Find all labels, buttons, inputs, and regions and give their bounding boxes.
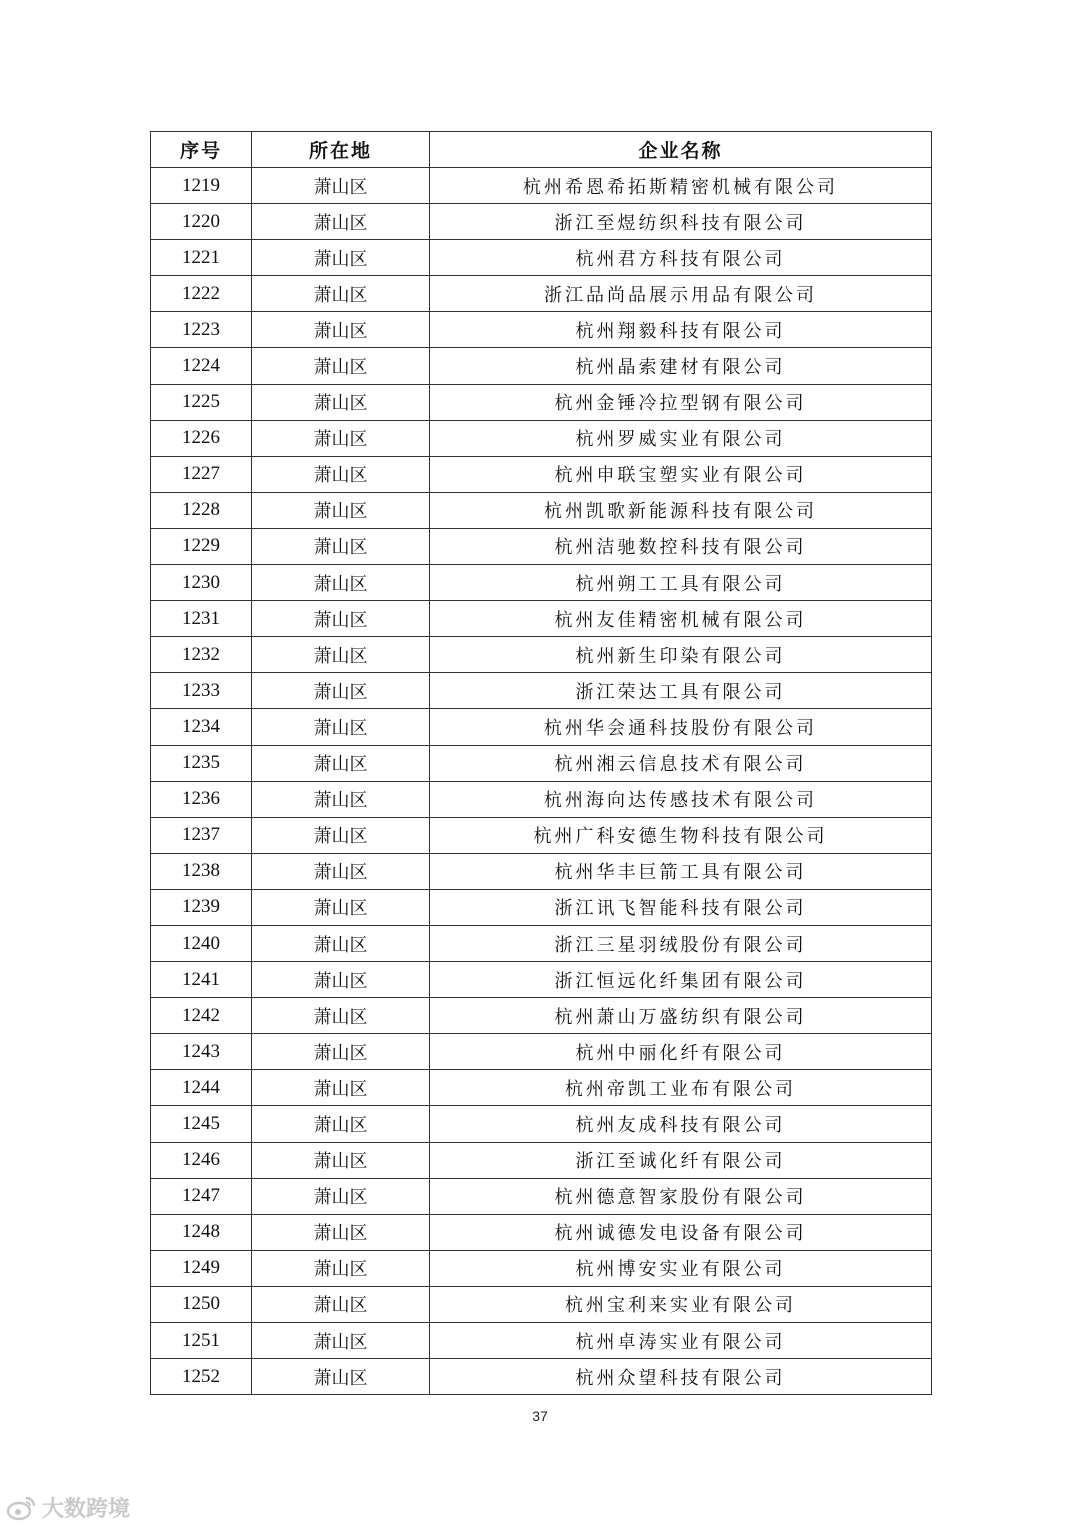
table-row [151, 817, 932, 853]
row-serial-number: 1246 [151, 1142, 252, 1178]
table-row [151, 420, 932, 456]
row-serial-number: 1231 [151, 601, 252, 637]
row-company-name: 杭州帝凯工业布有限公司 [430, 1070, 932, 1106]
row-company-name: 杭州德意智家股份有限公司 [430, 1178, 932, 1214]
table-row [151, 1250, 932, 1286]
header-serial-number: 序号 [151, 132, 252, 168]
row-location: 萧山区 [252, 1214, 430, 1250]
row-serial-number: 1234 [151, 709, 252, 745]
row-company-name: 杭州中丽化纤有限公司 [430, 1034, 932, 1070]
row-company-name: 杭州萧山万盛纺织有限公司 [430, 998, 932, 1034]
table-row [151, 745, 932, 781]
row-company-name: 杭州卓涛实业有限公司 [430, 1323, 932, 1359]
row-company-name: 杭州君方科技有限公司 [430, 240, 932, 276]
table-row [151, 781, 932, 817]
table-row [151, 204, 932, 240]
row-serial-number: 1237 [151, 817, 252, 853]
row-location: 萧山区 [252, 168, 430, 204]
row-serial-number: 1219 [151, 168, 252, 204]
row-company-name: 杭州华丰巨箭工具有限公司 [430, 853, 932, 889]
row-location: 萧山区 [252, 1178, 430, 1214]
table-row [151, 384, 932, 420]
table-row [151, 528, 932, 564]
table-row [151, 240, 932, 276]
row-serial-number: 1228 [151, 492, 252, 528]
row-company-name: 杭州希恩希拓斯精密机械有限公司 [430, 168, 932, 204]
row-serial-number: 1247 [151, 1178, 252, 1214]
row-company-name: 浙江恒远化纤集团有限公司 [430, 962, 932, 998]
row-location: 萧山区 [252, 889, 430, 925]
table-row [151, 637, 932, 673]
weibo-logo-icon [6, 1495, 36, 1521]
row-location: 萧山区 [252, 312, 430, 348]
row-serial-number: 1227 [151, 456, 252, 492]
row-company-name: 杭州宝利来实业有限公司 [430, 1286, 932, 1322]
row-location: 萧山区 [252, 1070, 430, 1106]
table-row [151, 456, 932, 492]
row-company-name: 浙江至煜纺织科技有限公司 [430, 204, 932, 240]
row-location: 萧山区 [252, 565, 430, 601]
table-row [151, 1359, 932, 1395]
table-row [151, 709, 932, 745]
row-serial-number: 1235 [151, 745, 252, 781]
table-row [151, 276, 932, 312]
row-serial-number: 1251 [151, 1323, 252, 1359]
table-row [151, 925, 932, 961]
table-row [151, 889, 932, 925]
row-location: 萧山区 [252, 276, 430, 312]
row-company-name: 杭州晶索建材有限公司 [430, 348, 932, 384]
row-serial-number: 1220 [151, 204, 252, 240]
table-row [151, 312, 932, 348]
table-row [151, 1106, 932, 1142]
table-row [151, 1034, 932, 1070]
row-serial-number: 1240 [151, 925, 252, 961]
row-company-name: 浙江三星羽绒股份有限公司 [430, 925, 932, 961]
row-location: 萧山区 [252, 492, 430, 528]
row-company-name: 杭州翔毅科技有限公司 [430, 312, 932, 348]
row-serial-number: 1242 [151, 998, 252, 1034]
row-serial-number: 1241 [151, 962, 252, 998]
table-row [151, 1070, 932, 1106]
row-location: 萧山区 [252, 817, 430, 853]
row-serial-number: 1224 [151, 348, 252, 384]
header-location: 所在地 [252, 132, 430, 168]
table-row [151, 348, 932, 384]
table-row [151, 853, 932, 889]
row-company-name: 杭州友佳精密机械有限公司 [430, 601, 932, 637]
table-row [151, 1142, 932, 1178]
row-serial-number: 1222 [151, 276, 252, 312]
row-company-name: 杭州华会通科技股份有限公司 [430, 709, 932, 745]
row-location: 萧山区 [252, 1034, 430, 1070]
row-location: 萧山区 [252, 240, 430, 276]
row-location: 萧山区 [252, 709, 430, 745]
row-serial-number: 1248 [151, 1214, 252, 1250]
row-serial-number: 1238 [151, 853, 252, 889]
row-location: 萧山区 [252, 998, 430, 1034]
row-location: 萧山区 [252, 673, 430, 709]
row-serial-number: 1226 [151, 420, 252, 456]
row-location: 萧山区 [252, 637, 430, 673]
row-company-name: 杭州博安实业有限公司 [430, 1250, 932, 1286]
page-number: 37 [532, 1408, 548, 1424]
row-serial-number: 1249 [151, 1250, 252, 1286]
row-company-name: 杭州海向达传感技术有限公司 [430, 781, 932, 817]
row-serial-number: 1244 [151, 1070, 252, 1106]
row-location: 萧山区 [252, 348, 430, 384]
row-serial-number: 1223 [151, 312, 252, 348]
row-location: 萧山区 [252, 1323, 430, 1359]
row-company-name: 杭州新生印染有限公司 [430, 637, 932, 673]
row-company-name: 浙江讯飞智能科技有限公司 [430, 889, 932, 925]
row-location: 萧山区 [252, 1142, 430, 1178]
row-serial-number: 1243 [151, 1034, 252, 1070]
header-company-name: 企业名称 [430, 132, 932, 168]
table-header-row [151, 132, 932, 168]
row-location: 萧山区 [252, 962, 430, 998]
row-location: 萧山区 [252, 204, 430, 240]
row-location: 萧山区 [252, 456, 430, 492]
table-row [151, 601, 932, 637]
row-company-name: 杭州湘云信息技术有限公司 [430, 745, 932, 781]
table-row [151, 998, 932, 1034]
row-company-name: 杭州金锤冷拉型钢有限公司 [430, 384, 932, 420]
row-company-name: 杭州友成科技有限公司 [430, 1106, 932, 1142]
row-location: 萧山区 [252, 420, 430, 456]
row-serial-number: 1239 [151, 889, 252, 925]
table-row [151, 168, 932, 204]
row-company-name: 浙江品尚品展示用品有限公司 [430, 276, 932, 312]
table-row [151, 1323, 932, 1359]
table-row [151, 492, 932, 528]
row-serial-number: 1233 [151, 673, 252, 709]
row-company-name: 杭州广科安德生物科技有限公司 [430, 817, 932, 853]
row-company-name: 杭州申联宝塑实业有限公司 [430, 456, 932, 492]
table-body [151, 168, 932, 1395]
row-serial-number: 1225 [151, 384, 252, 420]
row-location: 萧山区 [252, 384, 430, 420]
row-location: 萧山区 [252, 853, 430, 889]
table-row [151, 673, 932, 709]
row-company-name: 杭州罗威实业有限公司 [430, 420, 932, 456]
row-location: 萧山区 [252, 601, 430, 637]
row-company-name: 杭州洁驰数控科技有限公司 [430, 528, 932, 564]
row-serial-number: 1245 [151, 1106, 252, 1142]
row-serial-number: 1229 [151, 528, 252, 564]
row-location: 萧山区 [252, 1286, 430, 1322]
row-location: 萧山区 [252, 1250, 430, 1286]
row-company-name: 杭州朔工工具有限公司 [430, 565, 932, 601]
table-row [151, 1214, 932, 1250]
row-company-name: 浙江荣达工具有限公司 [430, 673, 932, 709]
row-location: 萧山区 [252, 925, 430, 961]
table-row [151, 1286, 932, 1322]
row-company-name: 杭州诚德发电设备有限公司 [430, 1214, 932, 1250]
row-serial-number: 1230 [151, 565, 252, 601]
table-row [151, 962, 932, 998]
row-location: 萧山区 [252, 781, 430, 817]
row-location: 萧山区 [252, 1359, 430, 1395]
table-row [151, 1178, 932, 1214]
company-list-table [150, 131, 932, 1395]
row-location: 萧山区 [252, 1106, 430, 1142]
row-company-name: 杭州众望科技有限公司 [430, 1359, 932, 1395]
row-location: 萧山区 [252, 528, 430, 564]
table-row [151, 565, 932, 601]
row-serial-number: 1221 [151, 240, 252, 276]
row-serial-number: 1252 [151, 1359, 252, 1395]
row-location: 萧山区 [252, 745, 430, 781]
watermark [6, 1492, 130, 1523]
watermark-text: 大数跨境 [42, 1497, 131, 1522]
row-company-name: 浙江至诚化纤有限公司 [430, 1142, 932, 1178]
row-serial-number: 1250 [151, 1286, 252, 1322]
row-company-name: 杭州凯歌新能源科技有限公司 [430, 492, 932, 528]
row-serial-number: 1236 [151, 781, 252, 817]
row-serial-number: 1232 [151, 637, 252, 673]
